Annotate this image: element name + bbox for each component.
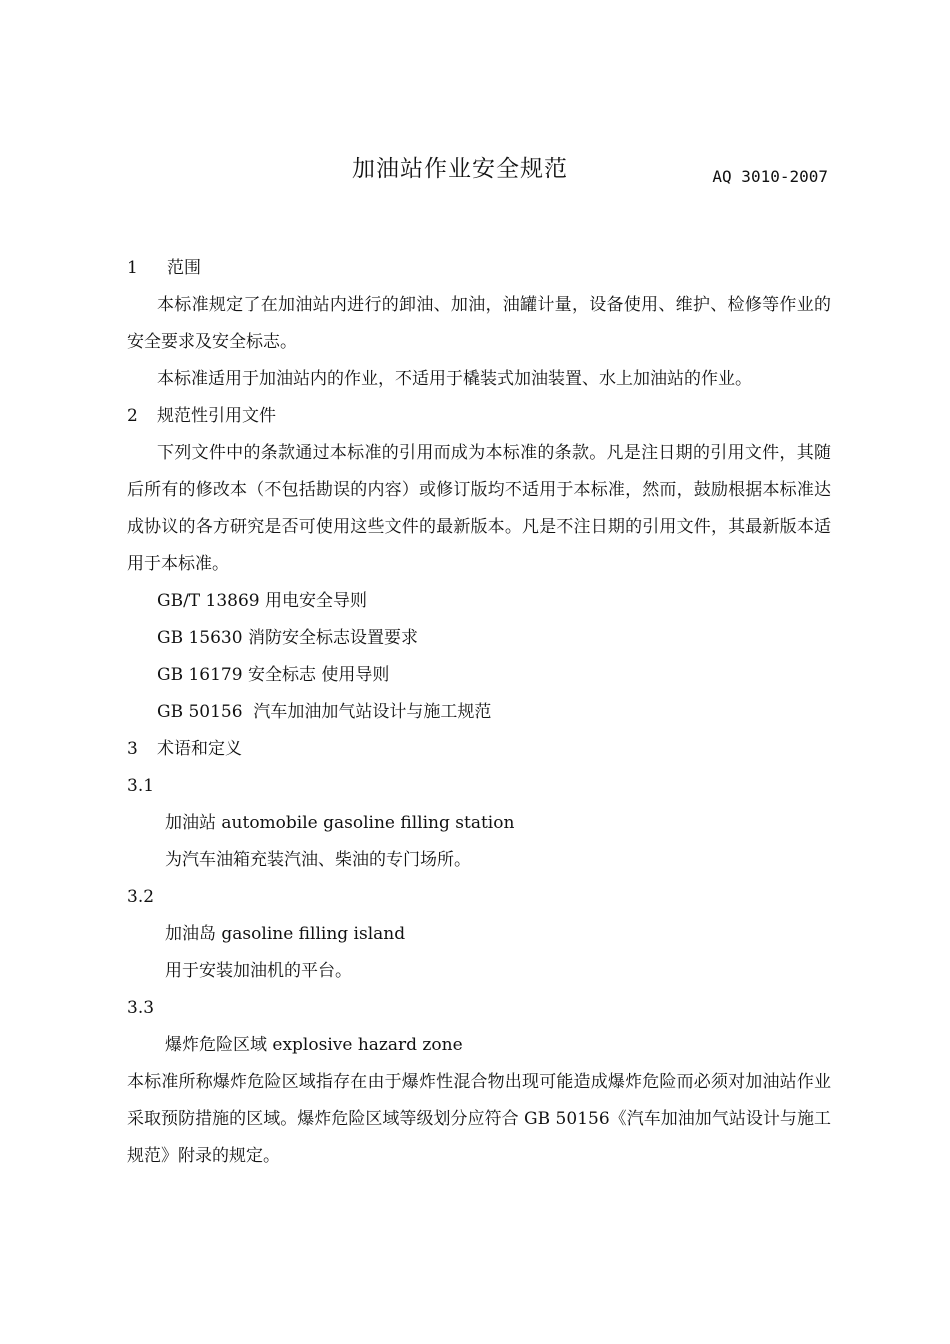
section-title: 术语和定义 (157, 739, 242, 759)
section-1-paragraph-1: 本标准规定了在加油站内进行的卸油、加油，油罐计量，设备使用、维护、检修等作业的安全要求及安全标志。 (127, 295, 831, 352)
section-title: 范围 (167, 258, 201, 278)
term-number: 3.1 (127, 776, 155, 796)
section-number: 2 (127, 406, 138, 426)
section-1-paragraph-2: 本标准适用于加油站内的作业，不适用于橇装式加油装置、水上加油站的作业。 (157, 369, 752, 389)
term-definition: 为汽车油箱充装汽油、柴油的专门场所。 (165, 850, 471, 870)
section-3-heading (127, 731, 831, 768)
reference-item: GB 16179 安全标志 使用导则 (157, 665, 390, 685)
reference-item: GB/T 13869 用电安全导则 (157, 591, 368, 611)
section-1-heading (127, 250, 831, 287)
document-body (127, 250, 831, 1175)
term-definition: 用于安装加油机的平台。 (165, 961, 352, 981)
section-2-heading (127, 398, 831, 435)
term-number: 3.2 (127, 887, 155, 907)
section-2-paragraph-1: 下列文件中的条款通过本标准的引用而成为本标准的条款。凡是注日期的引用文件，其随后所有的修改本（不包括勘误的内容）或修订版均不适用于本标准，然而，鼓励根据本标准达成协议的各方研究是否可使用这些文件的最新版本。凡是不注日期的引用文件，其最新版本适用于本标准。 (127, 443, 831, 574)
term-name: 加油站 automobile gasoline filling station (165, 813, 515, 833)
term-name: 加油岛 gasoline filling island (165, 924, 406, 944)
standard-code: AQ 3010-2007 (712, 167, 828, 186)
reference-item: GB 50156 汽车加油加气站设计与施工规范 (157, 702, 492, 722)
term-definition: 本标准所称爆炸危险区域指存在由于爆炸性混合物出现可能造成爆炸危险而必须对加油站作业采取预防措施的区域。爆炸危险区域等级划分应符合 GB 50156《汽车加油加气站设计与施工规范》附录的规定。 (127, 1072, 831, 1166)
reference-item: GB 15630 消防安全标志设置要求 (157, 628, 418, 648)
section-title: 规范性引用文件 (157, 406, 276, 426)
term-name: 爆炸危险区域 explosive hazard zone (165, 1035, 463, 1055)
term-number: 3.3 (127, 998, 155, 1018)
document-title: 加油站作业安全规范 (352, 156, 568, 182)
section-number: 3 (127, 739, 138, 759)
section-number: 1 (127, 258, 138, 278)
